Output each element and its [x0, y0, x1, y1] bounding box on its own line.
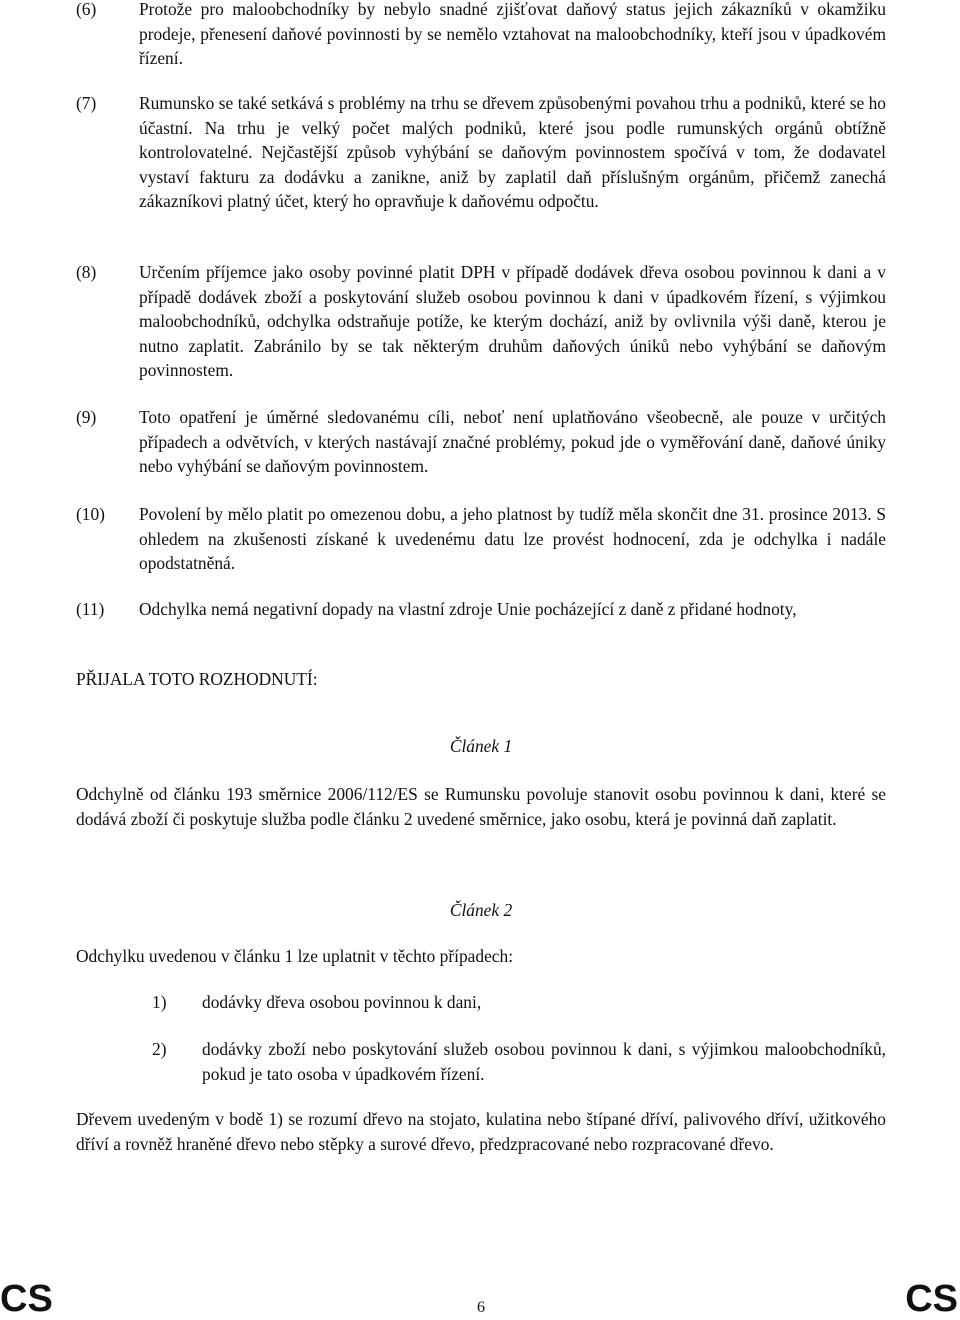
recital-text: Odchylka nemá negativní dopady na vlastní zdroje Unie pocházející z daně z přidané hodnoty, — [139, 599, 797, 619]
recital-number: (10) — [76, 504, 105, 524]
adoption-heading: PŘIJALA TOTO ROZHODNUTÍ: — [76, 669, 318, 689]
recital-number: (9) — [76, 407, 97, 427]
list-item-text: dodávky dřeva osobou povinnou k dani, — [202, 992, 482, 1012]
recital-11 — [76, 597, 886, 622]
recital-number: (6) — [76, 0, 97, 19]
list-item-2 — [152, 1037, 886, 1086]
recital-text: Protože pro maloobchodníky by nebylo snadné zjišťovat daňový status jejich zákazníků v okamžiku prodeje, přenesení daňové povinnosti by se nemělo vztahovat na maloobchodníky, kteří jsou v úpadkovém řízení. — [139, 0, 886, 69]
recital-number: (7) — [76, 93, 97, 113]
article-1-text: Odchylně od článku 193 směrnice 2006/112/ES se Rumunsku povoluje stanovit osobu povinnou k dani, které se dodává zboží či poskytuje služba podle článku 2 uvedené směrnice, jako osobu, která je povinná daň zaplatit. — [76, 784, 886, 829]
recital-number: (8) — [76, 262, 97, 282]
article-2-intro: Odchylku uvedenou v článku 1 lze uplatnit v těchto případech: — [76, 946, 514, 966]
recital-number: (11) — [76, 599, 105, 619]
recital-10 — [76, 502, 886, 576]
recital-9 — [76, 405, 886, 479]
wood-definition-text: Dřevem uvedeným v bodě 1) se rozumí dřevo na stojato, kulatina nebo štípané dříví, palivového dříví, užitkového dříví a rovněž hraněné dřevo nebo stěpky a surové dřevo, předzpracované nebo rozpracované dřevo. — [76, 1109, 886, 1154]
list-item-text: dodávky zboží nebo poskytování služeb osobou povinnou k dani, s výjimkou maloobchodníků, pokud je tato osoba v úpadkovém řízení. — [202, 1039, 886, 1084]
list-item-1 — [152, 990, 886, 1015]
recital-text: Určením příjemce jako osoby povinné platit DPH v případě dodávek dřeva osobou povinnou k dani a v případě dodávek zboží a poskytování služeb osobou povinnou k dani v úpadkovém řízení, s výjimkou maloobchodníků, odchylka odstraňuje potíže, ke kterým dochází, aniž by ovlivnila výši daně, kterou je nutno zaplatit. Zabránilo by se tak některým druhům daňových úniků nebo vyhýbání se daňovým povinnostem. — [139, 262, 886, 381]
footer-language-code-right: CS — [905, 1278, 958, 1320]
recital-8 — [76, 260, 886, 383]
article-1-title: Článek 1 — [449, 736, 513, 756]
page-number: 6 — [477, 1299, 485, 1316]
recital-text: Rumunsko se také setkává s problémy na trhu se dřevem způsobenými povahou trhu a podniků, které se ho účastní. Na trhu je velký počet malých podniků, které jsou podle rumunských orgánů obtížně kontrolovatelné. Nejčastější způsob vyhýbání se daňovým povinnostem spočívá v tom, že dodavatel vystaví fakturu za dodávku a zanikne, aniž by zaplatil daň příslušným orgánům, přičemž zanechá zákazníkovi platný účet, který ho opravňuje k daňovému odpočtu. — [139, 93, 886, 212]
recital-6 — [76, 0, 886, 71]
recital-text: Toto opatření je úměrné sledovanému cíli, neboť není uplatňováno všeobecně, ale pouze v určitých případech a odvětvích, v kterých nastávají značné problémy, pokud jde o vyměřování daně, daňové úniky nebo vyhýbání se daňovým povinnostem. — [139, 407, 886, 477]
list-item-number: 2) — [152, 1039, 167, 1059]
article-2-title: Článek 2 — [449, 900, 513, 920]
list-item-number: 1) — [152, 992, 167, 1012]
footer-language-code-left: CS — [0, 1278, 53, 1320]
recital-text: Povolení by mělo platit po omezenou dobu, a jeho platnost by tudíž měla skončit dne 31. prosince 2013. S ohledem na zkušenosti získané k uvedenému datu lze provést hodnocení, zda je odchylka i nadále opodstatněná. — [139, 504, 886, 574]
recital-7 — [76, 91, 886, 214]
